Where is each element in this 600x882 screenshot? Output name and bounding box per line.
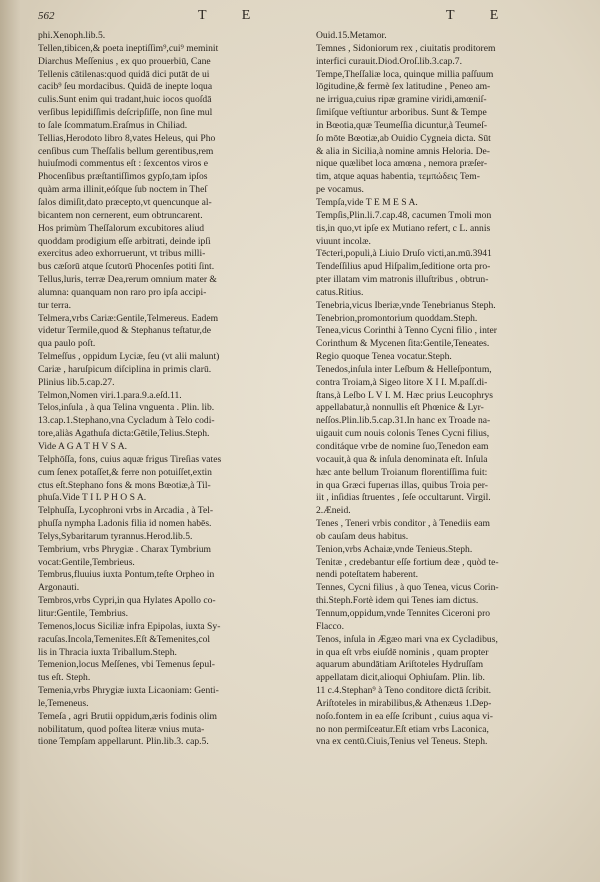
text-line: Telmera,vrbs Cariæ:Gentile,Telmereus. Eadem	[38, 312, 219, 324]
text-line: nendi poteſtatem haberent.	[316, 569, 419, 581]
text-line: catus.Ritius.	[316, 286, 364, 298]
text-line: Phocenſibus præſtantiſſimos gypſo,tam ipſos	[38, 171, 208, 183]
text-line: racuſas.Incola,Temenites.Eſt &Temenites,col	[38, 633, 211, 645]
text-line: phuſa.Vide T I L P H O S A.	[38, 492, 147, 504]
text-line: Ariſtoteles in mirabilibus,& Athenæus 1.Dep-	[316, 697, 492, 709]
text-line: qua paulo poſt.	[38, 338, 96, 350]
text-line: uigauit cum nouis colonis Tenes Cycni filius,	[316, 428, 490, 440]
text-line: interfici curauit.Diod.Oroſ.lib.3.cap.7.	[316, 55, 462, 67]
left-text-column	[38, 30, 300, 878]
text-line: vocat:Gentile,Tembrieus.	[38, 556, 135, 568]
text-line: no non permiſceatur.Eſt etiam vrbs Laconica,	[316, 723, 489, 735]
text-line: quàm arma illinit,eóſque ſub noctem in Theſ	[38, 184, 208, 196]
text-line: ob cauſam deus habitus.	[316, 530, 409, 542]
text-line: Tenea,vicus Corinthi à Tenno Cycni filio , inter	[316, 325, 497, 337]
text-line: ſo mōte Bœotiæ,ab Ouidio Cygneia dicta. Sūt	[316, 132, 491, 144]
text-line: tur terra.	[38, 299, 72, 311]
text-line: Tenes , Teneri vrbis conditor , à Tenediis eam	[316, 518, 490, 530]
text-line: pter illatam vim matronis illuſtribus , obtrun-	[316, 274, 489, 286]
text-line: Telmon,Nomen viri.1.para.9.a.eſd.11.	[38, 389, 182, 401]
text-line: Temeſa , agri Brutii oppidum,æris fodinis olim	[38, 710, 217, 722]
text-line: pe vocamus.	[316, 184, 364, 196]
text-line: Temenos,locus Siciliæ infra Epipolas, iuxta Sy-	[38, 620, 221, 632]
text-line: Diarchus Meſſenius , ex quo prouerbiū, Cane	[38, 55, 211, 67]
text-line: Tennum,oppidum,vnde Tennites Ciceroni pro	[316, 607, 491, 619]
text-line: Tellias,Herodoto libro 8,vates Heleus, qui Pho	[38, 132, 216, 144]
text-line: ſtans,à Leſbo L V I. M. Hæc prius Leucophrys	[316, 389, 494, 401]
text-line: Temenion,locus Meſſenes, vbi Temenus ſepul-	[38, 659, 215, 671]
binding-shadow	[0, 0, 34, 882]
text-line: Temenia,vrbs Phrygiæ iuxta Licaoniam: Genti-	[38, 685, 219, 697]
text-line: Tempe,Theſſaliæ loca, quinque millia paſſuum	[316, 68, 494, 80]
text-line: thi.Steph.Fortè idem qui Tenes iam dictus.	[316, 595, 479, 607]
text-line: Telphuſſa, Lycophroni vrbs in Arcadia , à Tel-	[38, 505, 214, 517]
text-line: cum ſenex potaſſet,& ferre non potuiſſet,extin	[38, 466, 212, 478]
text-line: nobilitatum, quod poſtea literæ vnius muta-	[38, 723, 205, 735]
text-line: phuſſa nympha Ladonis filia id nomen habēs.	[38, 518, 212, 530]
text-line: Tēcteri,populi,à Liuio Druſo victi,an.mū.3941	[316, 248, 492, 260]
text-line: ſalos dimiſit,dato præcepto,vt quencunque al-	[38, 196, 212, 208]
text-line: conditáque vrbe de nomine ſuo,Tenedon eam	[316, 441, 489, 452]
text-line: viuunt incolæ.	[316, 235, 371, 247]
text-line: Corinthum & Mycenen ſita:Gentile,Teneates.	[316, 338, 490, 350]
text-line: lis in Thracia iuxta Triballum.Steph.	[38, 646, 177, 658]
text-line: noſo.fontem in ea eſſe ſcribunt , cuius aqua vi-	[316, 710, 493, 722]
text-line: 11 c.4.Stephan⁹ à Teno conditore dictā ſcribit.	[316, 685, 492, 697]
text-line: Telos,inſula , à qua Telina vnguenta . Plin. lib.	[38, 402, 215, 414]
text-line: Tellenis cātilenas:quod quidā dici putāt de ui	[38, 68, 210, 80]
text-line: quoddam prodigium eſſe arbitrati, deinde ipſi	[38, 235, 211, 247]
text-line: Tembrium, vrbs Phrygiæ . Charax Tymbrium	[38, 543, 212, 555]
text-line: lōgitudine,& fermè ſex latitudine , Peneo am-	[316, 81, 491, 93]
text-line: contra Troiam,à Sigeo litore X I I. M.paſſ.di-	[316, 376, 488, 388]
text-line: Tembros,vrbs Cypri,in qua Hylates Apollo co-	[38, 595, 216, 607]
right-text-column	[316, 30, 586, 878]
text-line: nique quælibet loca amœna , nemora præſer-	[316, 158, 488, 170]
text-line: videtur Termile,quod & Stephanus teſtatur,de	[38, 325, 212, 337]
text-line: cenſibus cum Theſſalis bellum gerentibus,rem	[38, 145, 214, 157]
text-line: Tenos, inſula in Ægæo mari vna ex Cycladibus,	[316, 633, 498, 645]
text-line: ctus eſt.Stephano fons & mons Bœotiæ,à Til-	[38, 479, 211, 491]
text-line: Telys,Sybaritarum tyrannus.Herod.lib.5.	[38, 530, 193, 542]
text-line: bus cæſorū atque ſcutorū Phocenſes potiti ſint.	[38, 261, 215, 273]
text-line: 2.Æneid.	[316, 505, 351, 517]
text-line: ſimiſque veſtiuntur arboribus. Sunt & Tempe	[316, 107, 487, 119]
text-line: Tennes, Cycni filius , à quo Tenea, vicus Corin-	[316, 582, 499, 594]
text-line: verſibus lepidiſſimis deſcripſiſſe, non ſine mul	[38, 107, 213, 119]
page-number: 562	[38, 10, 55, 22]
text-line: tus eſt. Steph.	[38, 672, 91, 684]
text-line: Tenebria,vicus Iberiæ,vnde Tenebrianus Steph.	[316, 299, 496, 311]
text-line: ne irrigua,cuius ripæ gramine viridi,amœniſ-	[316, 94, 487, 106]
text-line: tione Tempſam appellarunt. Plin.lib.3. cap.5.	[38, 736, 209, 748]
text-line: Tempſa,vide T E M E S A.	[316, 196, 418, 208]
text-line: Tellen,tibicen,& poeta ineptiſſim⁹,cui⁹ meminit	[38, 42, 219, 54]
text-line: aquarum abundātiam Ariſtoteles Hydruſſam	[316, 659, 484, 671]
text-line: iit , inſidias ſtruentes , ſeſe occultarunt. Virgil.	[316, 492, 491, 504]
text-line: vna ex centū.Ciuis,Tenius vel Teneus. Steph.	[316, 736, 488, 748]
running-head-right: T E	[446, 8, 515, 23]
text-line: alumna: quanquam non raro pro ipſa accipi-	[38, 286, 207, 298]
text-line: cacib⁹ ſeu mordacibus. Quidā de inepte loqua	[38, 81, 213, 93]
text-line: Tenedos,inſula inter Leſbum & Helleſpontum,	[316, 363, 492, 375]
text-line: exercitus adeo exhorruerunt, vt tribus milli-	[38, 248, 206, 260]
text-line: culis.Sunt enim qui tradant,huic iocos quoſdā	[38, 94, 212, 106]
text-line: phi.Xenoph.lib.5.	[38, 30, 106, 41]
text-line: in Bœotia,quæ Teumeſſia dicuntur,à Teumeſ-	[316, 119, 488, 131]
text-line: to ſale ſcommatum.Eraſmus in Chiliad.	[38, 119, 188, 131]
text-line: bicantem non cernerent, eum obtruncarent.	[38, 209, 203, 221]
text-line: Regio quoque Tenea vocatur.Steph.	[316, 351, 452, 363]
text-line: Telphōſſa, fons, cuius aquæ frigus Tireſias vates	[38, 453, 222, 465]
text-line: Telmeſſus , oppidum Lyciæ, ſeu (vt alii malunt)	[38, 351, 220, 363]
text-line: Tenitæ , credebantur eſſe fortium deæ , quòd te-	[316, 556, 499, 568]
text-line: appellatam dicit,alioqui Ophiuſam. Plin. lib.	[316, 672, 485, 684]
text-line: Ouid.15.Metamor.	[316, 30, 387, 41]
text-line: le,Temeneus.	[38, 697, 89, 709]
text-line: 13.cap.1.Stephano,vna Cycladum à Telo codi-	[38, 415, 215, 427]
text-line: vocauit,à qua & inſula denominata eſt. Inſula	[316, 453, 488, 465]
text-line: Tenebrion,promontorium quoddam.Steph.	[316, 312, 478, 324]
text-line: neſſos.Plin.lib.5.cap.31.In hanc ex Troade na-	[316, 415, 491, 427]
text-line: tim, atque aquas habentia, τεμπώδεις Tem-	[316, 171, 480, 183]
text-line: Tenion,vrbs Achaiæ,vnde Tenieus.Steph.	[316, 543, 473, 555]
text-line: litur:Gentile, Tembrius.	[38, 607, 129, 619]
text-line: tore,aliàs Agathuſa dicta:Gētile,Telius.Steph.	[38, 428, 210, 440]
text-line: Flacco.	[316, 620, 344, 632]
text-line: Hos primùm Theſſalorum excubitores aliud	[38, 222, 205, 234]
text-line: appellabatur,à nonnullis eſt Phœnice & Lyr-	[316, 402, 484, 414]
text-line: Argonauti.	[38, 582, 80, 594]
text-line: in qua eſt vrbs eiuſdē nominis , quam propter	[316, 646, 489, 658]
text-line: Tempſis,Plin.li.7.cap.48, cacumen Tmoli mon	[316, 209, 492, 221]
text-line: Tellus,luris, terræ Dea,rerum omnium mater &	[38, 274, 217, 286]
text-line: Tendeſſilius apud Hiſpalim,ſeditione orta pro-	[316, 261, 491, 273]
text-line: Cariæ , haruſpicum diſciplina in primis clarū.	[38, 363, 212, 375]
text-line: Temnes , Sidoniorum rex , ciuitatis proditorem	[316, 42, 496, 54]
text-line: Tembrus,fluuius iuxta Pontum,teſte Orpheo in	[38, 569, 215, 581]
text-line: Vide A G A T H V S A.	[38, 441, 128, 452]
text-line: & alia in Sicilia,à nomine amnis Heloria. De-	[316, 145, 490, 157]
page-header	[38, 8, 582, 28]
text-line: tis,in quo,vt ipſe ex Mutiano refert, c L. annis	[316, 222, 491, 234]
running-head-left: T E	[198, 8, 267, 23]
text-line: Plinius lib.5.cap.27.	[38, 376, 115, 388]
text-line: hæc ante bellum Troianum florentiſſima fuit:	[316, 466, 488, 478]
text-line: huiuſmodi commentus eſt : ſexcentos viros e	[38, 158, 208, 170]
text-line: in qua Græci fuperıas illas, quibus Troia per-	[316, 479, 488, 491]
